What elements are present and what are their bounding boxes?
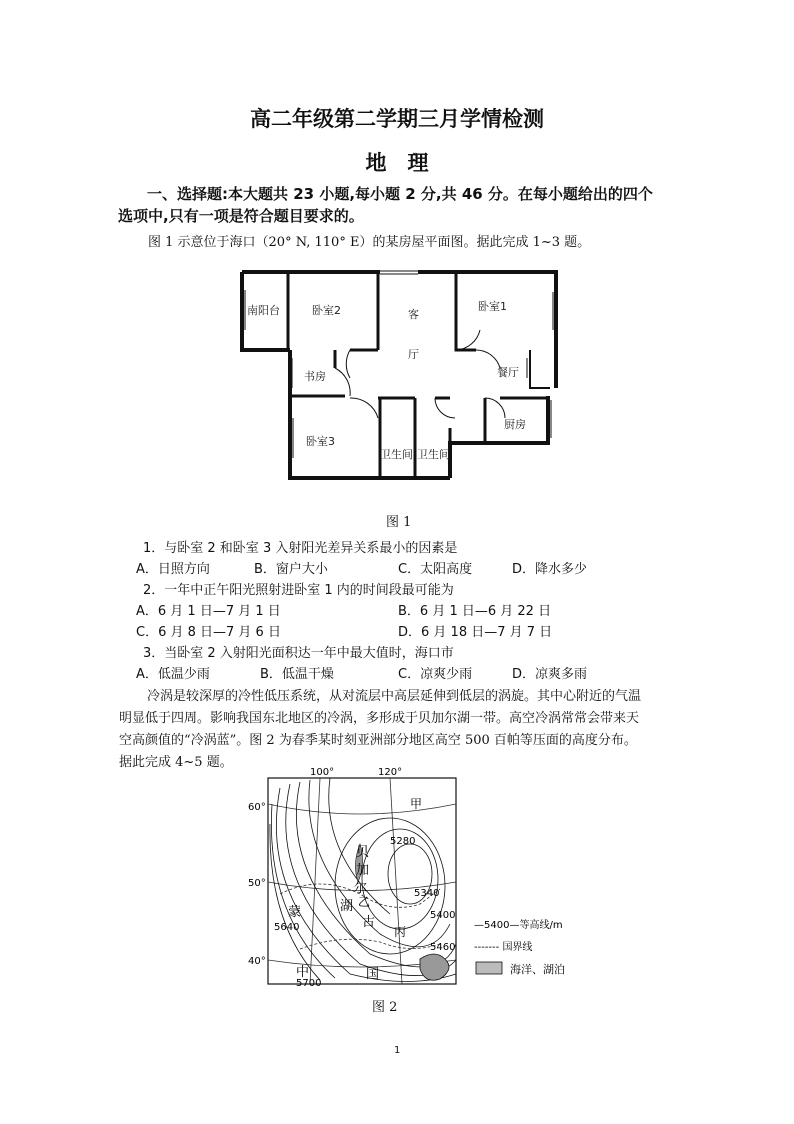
section-heading-line1: 一、选择题:本大题共 23 小题,每小题 2 分,共 46 分。在每小题给出的四个 bbox=[147, 185, 653, 203]
question-1-option-a: A．日照方向 bbox=[136, 562, 210, 577]
room-bedroom2: 卧室2 bbox=[312, 304, 341, 317]
question-3-stem: 3．当卧室 2 入射阳光面积达一年中最大值时，海口市 bbox=[143, 646, 454, 661]
lat-label-50: 50° bbox=[248, 878, 266, 889]
room-living-1: 客 bbox=[408, 308, 419, 321]
place-china-2: 国 bbox=[366, 967, 380, 982]
lon-label-100: 100° bbox=[310, 767, 335, 778]
contour-map-figure bbox=[240, 764, 580, 996]
question-3-option-c: C．凉爽少雨 bbox=[398, 667, 473, 682]
question-2-stem: 2．一年中正午阳光照射进卧室 1 内的时间段最可能为 bbox=[143, 583, 454, 598]
question-1-stem: 1．与卧室 2 和卧室 3 入射阳光差异关系最小的因素是 bbox=[143, 541, 458, 556]
place-jia: 甲 bbox=[410, 797, 423, 811]
passage-line-4: 据此完成 4~5 题。 bbox=[119, 755, 233, 770]
figure2-caption: 图 2 bbox=[372, 1000, 398, 1015]
legend-contour: —5400—等高线/m bbox=[474, 920, 563, 931]
room-south-balcony: 南阳台 bbox=[247, 304, 280, 317]
room-bedroom3: 卧室3 bbox=[306, 435, 335, 448]
lat-label-60: 60° bbox=[248, 802, 266, 813]
lon-label-120: 120° bbox=[378, 767, 403, 778]
place-baikal-4: 湖 bbox=[340, 899, 354, 914]
contour-label-5640: 5640 bbox=[274, 922, 300, 933]
legend-border: ------- 国界线 bbox=[474, 942, 533, 953]
place-yi: 乙 bbox=[358, 895, 371, 909]
question-2-option-d: D．6 月 18 日—7 月 7 日 bbox=[398, 625, 553, 640]
room-study: 书房 bbox=[304, 370, 326, 383]
room-bedroom1: 卧室1 bbox=[478, 300, 507, 313]
room-dining: 餐厅 bbox=[497, 366, 519, 379]
question-3-option-d: D．凉爽多雨 bbox=[512, 667, 588, 682]
legend-water: 海洋、湖泊 bbox=[510, 963, 565, 976]
figure1-caption: 图 1 bbox=[386, 515, 412, 530]
question-1-option-c: C．太阳高度 bbox=[398, 562, 473, 577]
question-2-option-c: C．6 月 8 日—7 月 6 日 bbox=[136, 625, 281, 640]
question-2-option-b: B．6 月 1 日—6 月 22 日 bbox=[398, 604, 552, 619]
floor-plan-figure bbox=[240, 268, 560, 483]
passage-line-2: 明显低于四周。影响我国东北地区的冷涡，多形成于贝加尔湖一带。高空冷涡常常会带来天 bbox=[119, 711, 640, 726]
place-mongolia-1: 蒙 bbox=[288, 905, 302, 920]
place-baikal-2: 加 bbox=[356, 863, 370, 878]
question-2-option-a: A．6 月 1 日—7 月 1 日 bbox=[136, 604, 281, 619]
question-1-option-d: D．降水多少 bbox=[512, 562, 588, 577]
place-baikal-1: 贝 bbox=[356, 845, 370, 860]
place-mongolia-2: 古 bbox=[362, 915, 376, 930]
contour-label-5700: 5700 bbox=[296, 978, 322, 989]
page-number: 1 bbox=[394, 1045, 401, 1056]
exam-title: 高二年级第二学期三月学情检测 bbox=[250, 107, 544, 131]
contour-label-5460: 5460 bbox=[430, 942, 456, 953]
question-3-option-a: A．低温少雨 bbox=[136, 667, 210, 682]
figure1-intro: 图 1 示意位于海口（20° N, 110° E）的某房屋平面图。据此完成 1~3 题。 bbox=[148, 235, 591, 250]
passage-line-1: 冷涡是较深厚的冷性低压系统，从对流层中高层延伸到低层的涡旋。其中心附近的气温 bbox=[147, 689, 642, 704]
place-china-1: 中 bbox=[296, 965, 310, 980]
contour-label-5400: 5400 bbox=[430, 910, 456, 921]
subject-title: 地 理 bbox=[365, 151, 429, 175]
contour-label-5340: 5340 bbox=[414, 888, 440, 899]
lat-label-40: 40° bbox=[248, 956, 266, 967]
question-3-option-b: B．低温干燥 bbox=[260, 667, 334, 682]
legend-water-swatch bbox=[476, 962, 502, 974]
place-baikal-3: 尔 bbox=[354, 881, 368, 896]
room-kitchen: 厨房 bbox=[504, 418, 526, 431]
room-bath2: 卫生间 bbox=[417, 448, 450, 461]
room-living-2: 厅 bbox=[408, 348, 419, 361]
passage-line-3: 空高颜值的“冷涡蓝”。图 2 为春季某时刻亚洲部分地区高空 500 百帕等压面的高度分布。 bbox=[119, 733, 637, 748]
question-1-option-b: B．窗户大小 bbox=[254, 562, 328, 577]
place-bing: 丙 bbox=[394, 925, 407, 939]
contour-label-5280: 5280 bbox=[390, 836, 416, 847]
room-bath1: 卫生间 bbox=[380, 448, 413, 461]
section-heading-line2: 选项中,只有一项是符合题目要求的。 bbox=[118, 207, 364, 225]
